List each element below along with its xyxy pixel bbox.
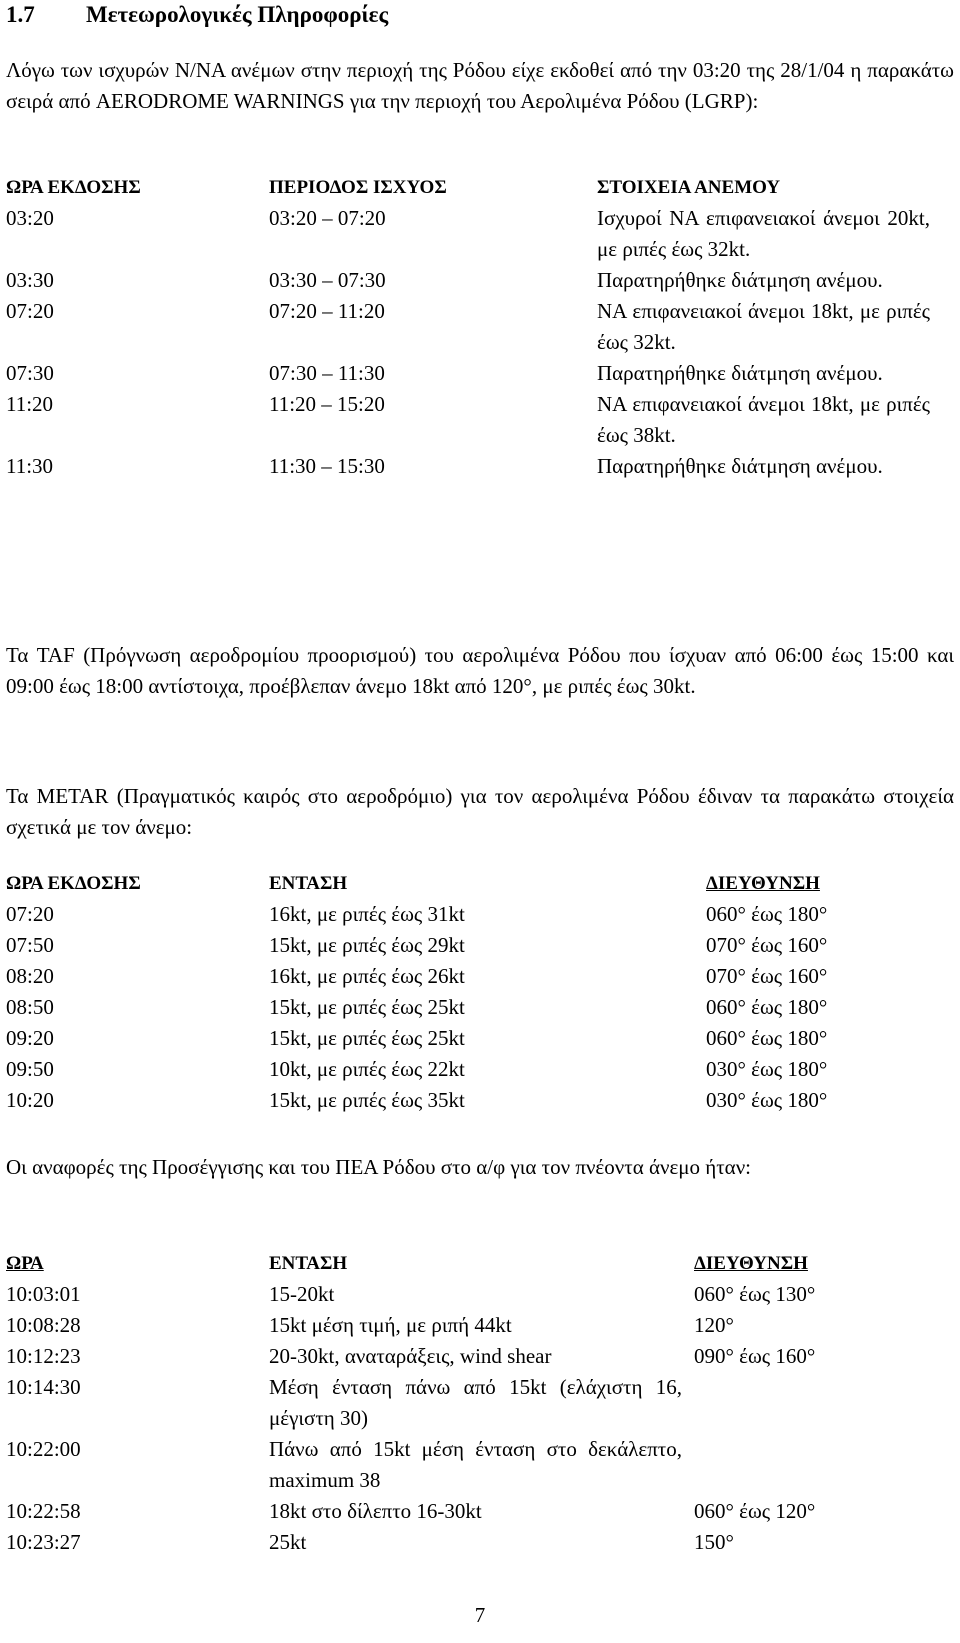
table-row [6,1372,954,1434]
cell-time: 07:50 [6,933,54,957]
table-row [6,930,954,961]
cell-time: 03:30 [6,268,54,292]
table-row [6,389,954,451]
reports-table-header [6,1248,954,1279]
cell-time: 10:14:30 [6,1375,81,1399]
header-issue-time: ΩΡΑ ΕΚΔΟΣΗΣ [6,177,141,198]
cell-time: 07:30 [6,361,54,385]
cell-time: 10:20 [6,1088,54,1112]
cell-time: 10:22:00 [6,1437,81,1461]
cell-direction: 060° έως 130° [694,1282,816,1306]
header-wind-details: ΣΤΟΙΧΕΙΑ ΑΝΕΜΟΥ [597,177,781,198]
cell-period: 11:20 – 15:20 [269,392,385,416]
cell-period: 11:30 – 15:30 [269,454,385,478]
header-intensity: ΕΝΤΑΣΗ [269,873,348,894]
cell-intensity: 15kt μέση τιμή, με ριπή 44kt [269,1313,512,1337]
cell-period: 03:30 – 07:30 [269,268,386,292]
cell-intensity: 15kt, με ριπές έως 25kt [269,995,465,1019]
cell-period: 03:20 – 07:20 [269,206,386,230]
cell-intensity: 10kt, με ριπές έως 22kt [269,1057,465,1081]
cell-direction: 150° [694,1530,734,1554]
cell-direction: 060° έως 180° [706,902,828,926]
header-issue-time: ΩΡΑ ΕΚΔΟΣΗΣ [6,873,141,894]
warnings-table [6,172,954,482]
page-number: 7 [474,1603,486,1627]
cell-time: 08:50 [6,995,54,1019]
cell-time: 09:20 [6,1026,54,1050]
cell-intensity: 16kt, με ριπές έως 26kt [269,964,465,988]
table-row [6,1527,954,1558]
table-row [6,1279,954,1310]
table-row [6,1434,954,1496]
cell-time: 07:20 [6,299,54,323]
table-row [6,358,954,389]
cell-time: 10:23:27 [6,1530,81,1554]
cell-time: 11:30 [6,454,54,478]
table-row [6,1023,954,1054]
cell-direction: 070° έως 160° [706,964,828,988]
table-row [6,961,954,992]
cell-direction: 070° έως 160° [706,933,828,957]
cell-period: 07:20 – 11:20 [269,299,385,323]
cell-intensity: 15kt, με ριπές έως 29kt [269,933,465,957]
header-direction: ΔΙΕΥΘΥΝΣΗ [706,873,820,894]
cell-intensity: 16kt, με ριπές έως 31kt [269,902,465,926]
cell-intensity: 20-30kt, αναταράξεις, wind shear [269,1344,552,1368]
table-row [6,203,954,265]
cell-intensity: Πάνω από 15kt μέση ένταση στο δεκάλεπτο, maximum 38 [269,1437,682,1492]
section-title: Μετεωρολογικές Πληροφορίες [86,2,389,27]
cell-wind: Παρατηρήθηκε διάτμηση ανέμου. [597,361,883,385]
table-row [6,1085,954,1116]
header-intensity: ΕΝΤΑΣΗ [269,1253,348,1274]
reports-table [6,1248,954,1558]
header-direction: ΔΙΕΥΘΥΝΣΗ [694,1253,808,1274]
taf-paragraph: Τα TAF (Πρόγνωση αεροδρομίου προορισμού) του αερολιμένα Ρόδου που ίσχυαν από 06:00 έως 15:00 και 09:00 έως 18:00 αντίστοιχα, προέβλεπαν άνεμο 18kt από 120°, με ριπές έως 30kt. [6,643,954,698]
cell-time: 10:22:58 [6,1499,81,1523]
cell-intensity: 15kt, με ριπές έως 25kt [269,1026,465,1050]
cell-time: 09:50 [6,1057,54,1081]
intro-paragraph: Λόγω των ισχυρών Ν/ΝΑ ανέμων στην περιοχή της Ρόδου είχε εκδοθεί από την 03:20 της 28/1/04 η παρακάτω σειρά από AERODROME WARNINGS για την περιοχή του Αερολιμένα Ρόδου (LGRP): [6,58,954,113]
table-row [6,1341,954,1372]
warnings-table-header [6,172,954,203]
table-row [6,296,954,358]
table-row [6,1496,954,1527]
cell-direction: 060° έως 180° [706,1026,828,1050]
cell-intensity: 25kt [269,1530,307,1554]
cell-direction: 030° έως 180° [706,1057,828,1081]
table-row [6,1054,954,1085]
table-row [6,992,954,1023]
cell-time: 10:12:23 [6,1344,81,1368]
cell-direction: 090° έως 160° [694,1344,816,1368]
table-row [6,899,954,930]
cell-time: 08:20 [6,964,54,988]
cell-wind: ΝΑ επιφανειακοί άνεμοι 18kt, με ριπές έως 32kt. [597,299,930,354]
table-row [6,451,954,482]
section-number: 1.7 [6,2,35,27]
header-validity-period: ΠΕΡΙΟΔΟΣ ΙΣΧΥΟΣ [269,177,447,198]
section-heading [6,2,388,28]
cell-time: 03:20 [6,206,54,230]
cell-intensity: 15kt, με ριπές έως 35kt [269,1088,465,1112]
cell-wind: Παρατηρήθηκε διάτμηση ανέμου. [597,454,883,478]
cell-intensity: Μέση ένταση πάνω από 15kt (ελάχιστη 16, μέγιστη 30) [269,1375,682,1430]
cell-direction: 120° [694,1313,734,1337]
metar-table-header [6,868,954,899]
cell-wind: ΝΑ επιφανειακοί άνεμοι 18kt, με ριπές έως 38kt. [597,392,930,447]
cell-direction: 060° έως 120° [694,1499,816,1523]
cell-wind: Παρατηρήθηκε διάτμηση ανέμου. [597,268,883,292]
cell-intensity: 15-20kt [269,1282,335,1306]
table-row [6,1310,954,1341]
cell-time: 07:20 [6,902,54,926]
table-row [6,265,954,296]
cell-time: 10:08:28 [6,1313,81,1337]
cell-direction: 060° έως 180° [706,995,828,1019]
reports-paragraph: Οι αναφορές της Προσέγγισης και του ΠΕΑ Ρόδου στο α/φ για τον πνέοντα άνεμο ήταν: [6,1155,752,1179]
cell-period: 07:30 – 11:30 [269,361,385,385]
cell-direction: 030° έως 180° [706,1088,828,1112]
cell-time: 11:20 [6,392,54,416]
metar-table [6,868,954,1116]
header-time: ΩΡΑ [6,1253,44,1274]
cell-intensity: 18kt στο δίλεπτο 16-30kt [269,1499,482,1523]
cell-wind: Ισχυροί ΝΑ επιφανειακοί άνεμοι 20kt, με ριπές έως 32kt. [597,206,930,261]
cell-time: 10:03:01 [6,1282,81,1306]
metar-paragraph: Τα METAR (Πραγματικός καιρός στο αεροδρόμιο) για τον αερολιμένα Ρόδου έδιναν τα παρακάτω στοιχεία σχετικά με τον άνεμο: [6,784,954,839]
